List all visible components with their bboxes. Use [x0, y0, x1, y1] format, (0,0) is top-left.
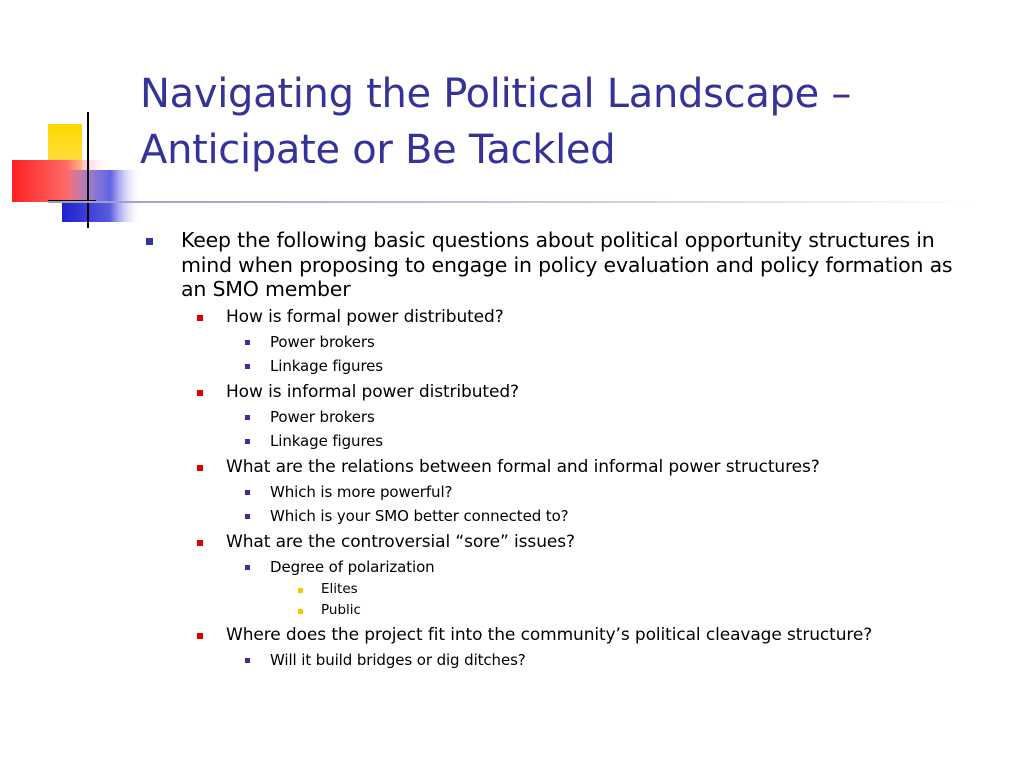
sub-bullet [270, 355, 1024, 377]
bullet-text: How is formal power distributed? [226, 306, 504, 327]
bullet-square-icon [146, 238, 153, 245]
sub-bullet [270, 331, 1024, 353]
bullet-square-icon [197, 633, 203, 639]
bullet-square-icon [245, 490, 250, 495]
slide-title [140, 66, 1000, 178]
bullet-square-icon [197, 315, 203, 321]
bullet-question-1 [226, 306, 1024, 329]
bullet-square-icon [245, 439, 250, 444]
bullet-square-icon [245, 340, 250, 345]
bullet-square-icon [197, 465, 203, 471]
bullet-square-icon [298, 588, 303, 593]
bullet-text: Power brokers [270, 407, 375, 426]
bullet-question-3 [226, 456, 1024, 479]
logo-red-bar [12, 160, 112, 202]
bullet-text: Degree of polarization [270, 557, 435, 576]
bullet-text: How is informal power distributed? [226, 381, 519, 402]
slide-title-line-1: Navigating the Political Landscape – [140, 71, 852, 117]
bullet-text: Keep the following basic questions about political opportunity structures in mind when proposing to engage in policy evaluation and policy formation as an SMO member [181, 228, 953, 301]
bullet-text: Where does the project fit into the community’s political cleavage structure? [226, 624, 873, 645]
bullet-text: What are the controversial “sore” issues? [226, 531, 575, 552]
bullet-text: Linkage figures [270, 431, 384, 450]
sub-sub-bullet [321, 601, 1024, 620]
bullet-text: Power brokers [270, 332, 375, 351]
bullet-square-icon [245, 364, 250, 369]
bullet-square-icon [197, 390, 203, 396]
decorative-logo [0, 0, 150, 240]
slide-body [0, 228, 1024, 671]
bullet-square-icon [197, 540, 203, 546]
bullet-text: What are the relations between formal and informal power structures? [226, 456, 820, 477]
bullet-square-icon [245, 415, 250, 420]
sub-bullet [270, 505, 1024, 527]
bullet-intro [181, 228, 981, 302]
bullet-square-icon [298, 609, 303, 614]
bullet-text: Which is more powerful? [270, 482, 453, 501]
sub-bullet [270, 406, 1024, 428]
bullet-text: Which is your SMO better connected to? [270, 506, 569, 525]
bullet-question-5 [226, 624, 1024, 647]
sub-sub-bullet [321, 580, 1024, 599]
sub-bullet [270, 481, 1024, 503]
bullet-square-icon [245, 514, 250, 519]
bullet-square-icon [245, 565, 250, 570]
bullet-question-4 [226, 531, 1024, 554]
bullet-text: Linkage figures [270, 356, 384, 375]
sub-bullet [270, 430, 1024, 452]
bullet-text: Public [321, 601, 361, 618]
slide-title-line-2: Anticipate or Be Tackled [140, 127, 616, 173]
sub-bullet [270, 649, 1024, 671]
bullet-text: Will it build bridges or dig ditches? [270, 650, 526, 669]
bullet-square-icon [245, 658, 250, 663]
bullet-text: Elites [321, 580, 358, 597]
sub-bullet [270, 556, 1024, 578]
title-divider [48, 201, 978, 203]
bullet-question-2 [226, 381, 1024, 404]
